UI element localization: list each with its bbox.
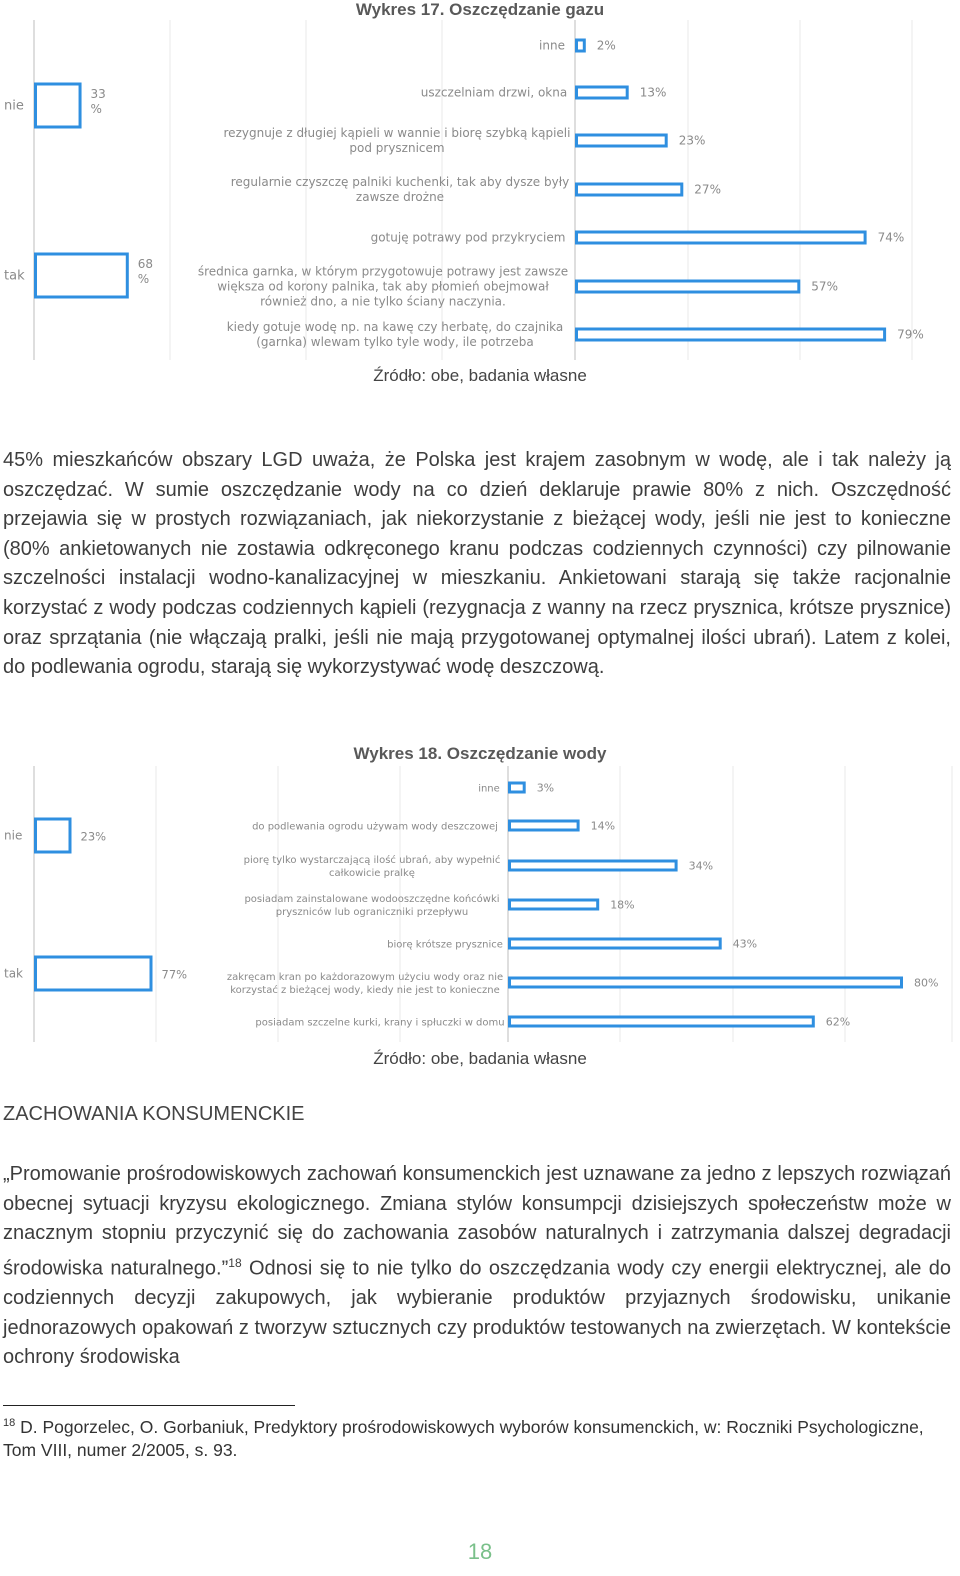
value-label: 62%: [825, 1015, 851, 1029]
bar: [577, 87, 628, 98]
value-label: 13%: [639, 85, 667, 100]
value-label: 74%: [877, 230, 905, 245]
summary-value-label: 33 %: [90, 87, 106, 116]
summary-value-label: 68 %: [137, 257, 154, 286]
value-label: 43%: [732, 937, 758, 951]
category-label: rezygnuje z długiej kąpieli w wannie i biorę szybką kąpieli pod prysznicem: [223, 126, 571, 155]
chart17-source: Źródło: obe, badania własne: [373, 366, 587, 385]
category-label: posiadam zainstalowane wodooszczędne końcówki pryszniców lub ograniczniki przepływu: [244, 894, 500, 918]
value-label: 57%: [811, 279, 838, 294]
chart18: [0, 766, 960, 1046]
summary-category-label: nie: [4, 98, 24, 114]
bar: [577, 329, 885, 340]
footnote-text: D. Pogorzelec, O. Gorbaniuk, Predyktory prośrodowiskowych wyborów konsumenckich, w: Roczniki Psychologiczne, Tom VIII, numer 2/2005, s. 93.: [3, 1416, 924, 1460]
chart18-source: Źródło: obe, badania własne: [373, 1049, 587, 1068]
value-label: 14%: [590, 819, 616, 833]
value-label: 27%: [694, 182, 721, 197]
summary-category-label: tak: [4, 268, 25, 284]
bar: [510, 821, 579, 830]
summary-value-label: 77%: [161, 967, 188, 982]
summary-bar: [36, 819, 71, 852]
section-heading: ZACHOWANIA KONSUMENCKIE: [3, 1103, 305, 1125]
paragraph-consumer-behaviour: [3, 1160, 951, 1373]
category-label: kiedy gotuje wodę np. na kawę czy herbatę, do czajnika (garnka) wlewam tylko tyle wody, ile potrzeba: [226, 320, 564, 349]
page-number: 18: [467, 1539, 493, 1564]
category-label: inne: [478, 783, 500, 795]
summary-bar: [36, 957, 152, 990]
category-label: do podlewania ogrodu używam wody deszczowej: [252, 821, 498, 833]
bar: [510, 783, 525, 792]
bar: [510, 900, 598, 909]
summary-value-label: 23%: [80, 829, 107, 844]
bar: [577, 135, 667, 146]
value-label: 23%: [678, 133, 706, 148]
value-label: 2%: [596, 38, 616, 53]
quote-text: „Promowanie prośrodowiskowych zachowań konsumenckich jest uznawane za jedno z lepszych rozwiązań obecnej sytuacji kryzysu ekologicznego. Zmiana stylów konsumpcji dzisiejszych społeczeństw może w znacznym stopniu przyczynić się do zachowania zasobów naturalnych i zatrzymania dalszej degradacji środowiska naturalnego.”: [3, 1163, 951, 1280]
value-label: 18%: [610, 898, 635, 912]
category-label: uszczelniam drzwi, okna: [420, 85, 568, 100]
bar: [577, 40, 585, 51]
category-label: regularnie czyszczę palniki kuchenki, tak aby dysze były zawsze drożne: [230, 175, 570, 204]
summary-category-label: tak: [4, 966, 24, 981]
category-label: gotuję potrawy pod przykryciem: [370, 230, 566, 245]
chart18-title: Wykres 18. Oszczędzanie wody: [353, 744, 607, 763]
chart17: [0, 20, 960, 365]
footnote-ref: 18: [228, 1255, 242, 1270]
category-label: piorę tylko wystarczającą ilość ubrań, aby wypełnić całkowicie pralkę: [243, 855, 501, 879]
category-label: inne: [539, 38, 565, 53]
value-label: 3%: [536, 781, 555, 795]
value-label: 79%: [897, 327, 924, 342]
summary-bar: [36, 84, 81, 127]
category-label: zakręcam kran po każdorazowym użyciu wody oraz nie korzystać z bieżącej wody, kiedy nie jest to konieczne: [226, 972, 504, 996]
summary-bar: [36, 254, 128, 297]
bar: [577, 281, 799, 292]
bar: [510, 939, 721, 948]
bar: [510, 1017, 814, 1026]
summary-category-label: nie: [4, 828, 23, 843]
chart17-title: Wykres 17. Oszczędzanie gazu: [355, 0, 605, 19]
footnote-divider: [3, 1405, 295, 1406]
bar: [577, 232, 866, 243]
category-label: średnica garnka, w którym przygotowuje potrawy jest zawsze większa od korony palnika, tak aby płomień obejmował również dno, a nie tylko ściany naczynia.: [197, 264, 569, 309]
value-label: 80%: [914, 976, 939, 990]
footnote-number: 18: [3, 1417, 16, 1429]
bar: [510, 978, 902, 987]
footnote: [3, 1412, 951, 1462]
value-label: 34%: [688, 859, 714, 873]
category-label: biorę krótsze prysznice: [387, 939, 503, 951]
bar: [577, 184, 682, 195]
paragraph-continuation: Odnosi się to nie tylko do oszczędzania wody czy energii elektrycznej, ale do codziennych decyzji zakupowych, jak wybieranie produktów przyjaznych środowisku, unikanie jednorazowych opakowań z tworzyw sztucznych czy produktów testowanych na zwierzętach. W kontekście ochrony środowiska: [3, 1257, 951, 1369]
paragraph-water-saving: 45% mieszkańców obszary LGD uważa, że Polska jest krajem zasobnym w wodę, ale i tak należy ją oszczędzać. W sumie oszczędzanie wody na co dzień deklaruje prawie 80% z nich. Oszczędność przejawia się w prostych rozwiązaniach, jak niekorzystanie z bieżącej wody, jeśli nie jest to konieczne (80% ankietowanych nie zostawia odkręconego kranu podczas codziennych czynności) czy pilnowanie szczelności instalacji wodno-kanalizacyjnej w mieszkaniu. Ankietowani starają się także racjonalnie korzystać z wody podczas codziennych kąpieli (rezygnacja z wanny na rzecz prysznica, krótsze prysznice) oraz sprzątania (nie włączają pralki, jeśli nie mają przygotowanej optymalnej ilości ubrań). Latem z kolei, do podlewania ogrodu, starają się wykorzystywać wodę deszczową.: [3, 449, 951, 679]
category-label: posiadam szczelne kurki, krany i spłuczki w domu: [255, 1017, 505, 1029]
bar: [510, 861, 677, 870]
